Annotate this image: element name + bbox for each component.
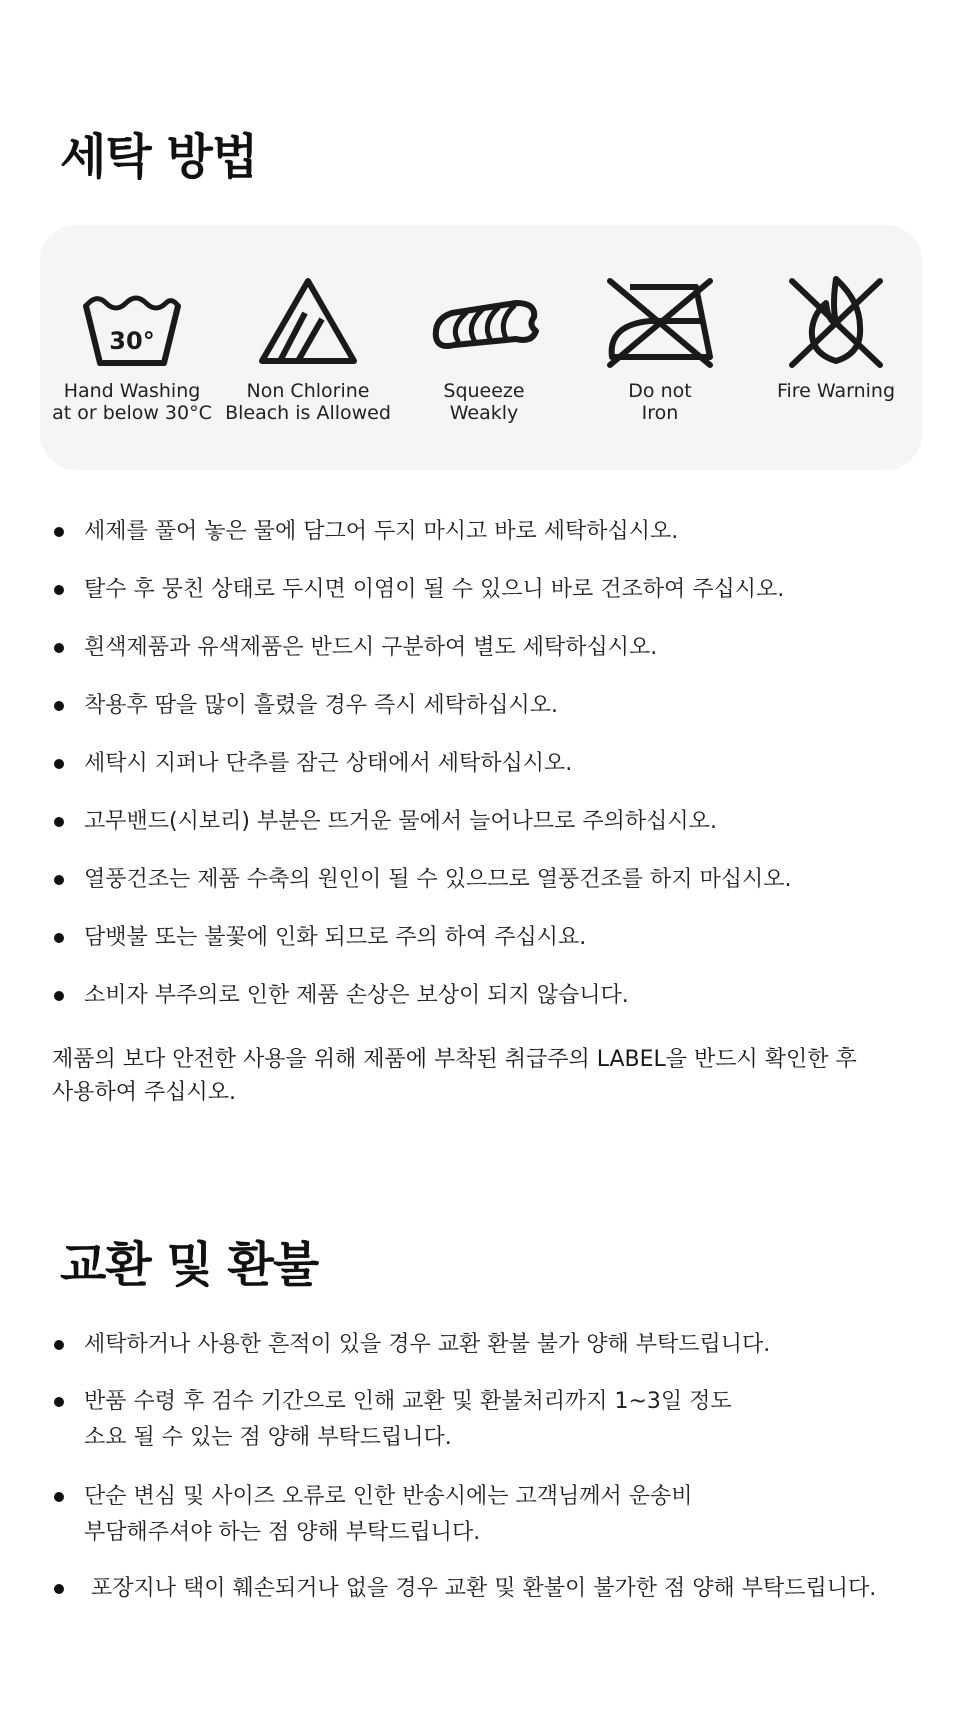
list-item: 세제를 풀어 놓은 물에 담그어 두지 마시고 바로 세탁하십시오. <box>52 516 792 574</box>
non-chlorine-bleach-icon <box>248 273 368 369</box>
list-item: 포장지나 택이 훼손되거나 없을 경우 교환 및 환불이 불가한 점 양해 부탁드립니다. <box>52 1571 876 1611</box>
list-item: 소비자 부주의로 인한 제품 손상은 보상이 되지 않습니다. <box>52 980 792 1038</box>
list-item: 탈수 후 뭉친 상태로 두시면 이염이 될 수 있으니 바로 건조하여 주십시오. <box>52 574 792 632</box>
care-label-fire-warning: Fire Warning <box>776 380 896 402</box>
care-item-hand-wash <box>44 225 220 470</box>
care-label-squeeze-weakly: Squeeze Weakly <box>443 380 525 424</box>
label-notice-line1: 제품의 보다 안전한 사용을 위해 제품에 부착된 취급주의 LABEL을 반드시 확인한 후 <box>52 1047 857 1072</box>
care-item-squeeze-weakly <box>396 225 572 470</box>
care-item-do-not-iron <box>572 225 748 470</box>
wash-section-title: 세탁 방법 <box>60 129 258 185</box>
list-item: 흰색제품과 유색제품은 반드시 구분하여 별도 세탁하십시오. <box>52 632 792 690</box>
care-label-do-not-iron: Do not Iron <box>628 380 692 424</box>
list-item: 착용후 땀을 많이 흘렸을 경우 즉시 세탁하십시오. <box>52 690 792 748</box>
hand-wash-30-icon <box>72 273 192 369</box>
label-notice <box>52 1043 912 1109</box>
wash-instructions-list <box>52 516 792 1038</box>
care-item-fire-warning <box>748 225 924 470</box>
care-label-non-chlorine-bleach: Non Chlorine Bleach is Allowed <box>225 380 391 424</box>
list-item: 담뱃불 또는 불꽃에 인화 되므로 주의 하여 주십시요. <box>52 922 792 980</box>
refund-policy-list <box>52 1327 876 1611</box>
care-symbols-card <box>40 225 922 470</box>
fire-warning-icon <box>776 273 896 369</box>
squeeze-weakly-icon <box>424 273 544 369</box>
care-item-non-chlorine-bleach <box>220 225 396 470</box>
do-not-iron-icon <box>600 273 720 369</box>
refund-section-title: 교환 및 환불 <box>60 1237 319 1293</box>
list-item: 단순 변심 및 사이즈 오류로 인한 반송시에는 고객님께서 운송비 부담해주셔야 하는 점 양해 부탁드립니다. <box>52 1479 876 1571</box>
list-item: 세탁하거나 사용한 흔적이 있을 경우 교환 환불 불가 양해 부탁드립니다. <box>52 1327 876 1384</box>
list-item: 고무밴드(시보리) 부분은 뜨거운 물에서 늘어나므로 주의하십시오. <box>52 806 792 864</box>
hand-wash-temp-text: 30° <box>109 327 155 355</box>
label-notice-line2: 사용하여 주십시오. <box>52 1080 237 1105</box>
list-item: 반품 수령 후 검수 기간으로 인해 교환 및 환불처리까지 1~3일 정도 소요 될 수 있는 점 양해 부탁드립니다. <box>52 1384 876 1479</box>
list-item: 열풍건조는 제품 수축의 원인이 될 수 있으므로 열풍건조를 하지 마십시오. <box>52 864 792 922</box>
list-item: 세탁시 지퍼나 단추를 잠근 상태에서 세탁하십시오. <box>52 748 792 806</box>
care-label-hand-wash: Hand Washing at or below 30°C <box>52 380 212 424</box>
